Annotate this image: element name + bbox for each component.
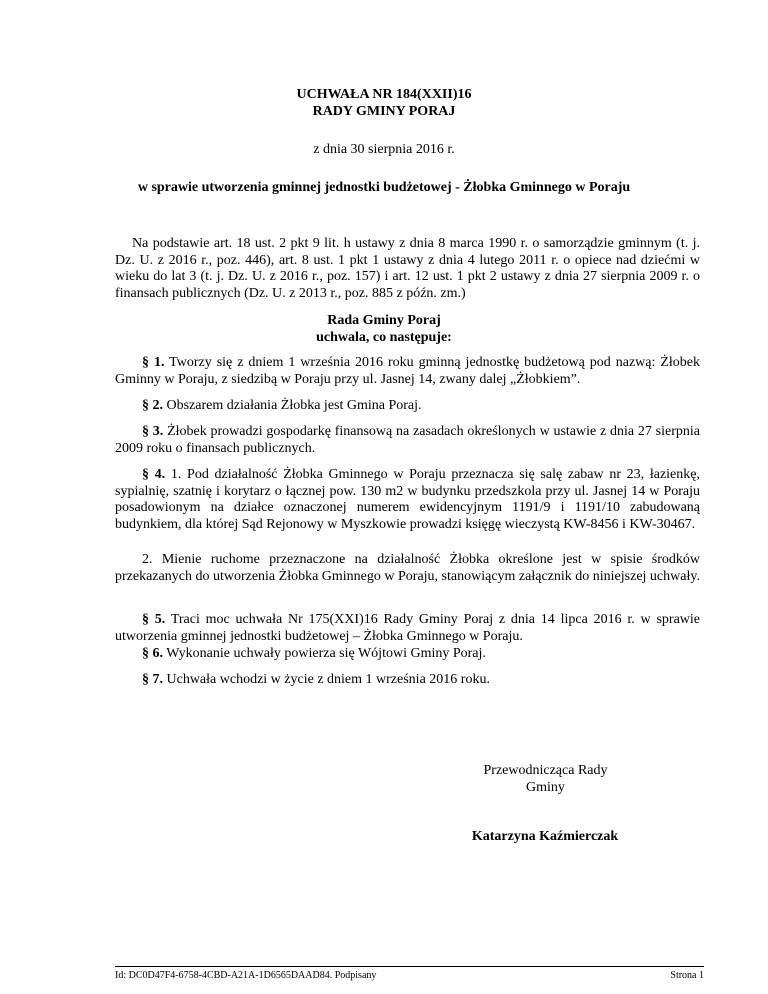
paragraph-5-label: § 5. bbox=[142, 612, 166, 627]
resolution-date: z dnia 30 sierpnia 2016 r. bbox=[313, 142, 455, 157]
paragraph-4-point-2 bbox=[115, 552, 700, 585]
paragraph-3 bbox=[115, 424, 700, 457]
paragraph-3-text: Żłobek prowadzi gospodarkę finansową na zasadach określonych w ustawie z dnia 27 sierpnia 2009 roku o finansach publicznych. bbox=[115, 424, 701, 456]
paragraph-4-point-2-text: 2. Mienie ruchome przeznaczone na działalność Żłobka określone jest w spisie środków przekazanych do utworzenia Żłobka Gminnego w Poraju, stanowiącym załącznik do niniejszej uchwały. bbox=[115, 552, 700, 584]
paragraph-5-text: Traci moc uchwała Nr 175(XXI)16 Rady Gminy Poraj z dnia 14 lipca 2016 r. w sprawie utworzenia gminnej jednostki budżetowej – Żłobka Gminnego w Poraju. bbox=[115, 612, 700, 644]
resolves-heading bbox=[0, 312, 768, 346]
paragraph-4-label: § 4. bbox=[142, 467, 166, 482]
signatory-title-line-2: Gminy bbox=[526, 780, 565, 795]
paragraph-6-text: Wykonanie uchwały powierza się Wójtowi Gminy Poraj. bbox=[163, 646, 486, 661]
signatory-title-line-1: Przewodnicząca Rady bbox=[483, 763, 608, 778]
resolution-title bbox=[0, 86, 768, 120]
footer-document-id: Id: DC0D47F4-6758-4CBD-A21A-1D6565DAAD84. Podpisany bbox=[115, 970, 377, 981]
paragraph-7-label: § 7. bbox=[142, 672, 163, 687]
paragraph-1-text: Tworzy się z dniem 1 września 2016 roku gminną jednostkę budżetową pod nazwą: Żłobek Gminny w Poraju, z siedzibą w Poraju przy ul. Jasnej 14, zwany dalej „Żłobkiem”. bbox=[115, 355, 700, 387]
legal-basis-preamble: Na podstawie art. 18 ust. 2 pkt 9 lit. h ustawy z dnia 8 marca 1990 r. o samorządzie gminnym (t. j. Dz. U. z 2016 r., poz. 446), art. 8 ust. 1 pkt 1 ustawy z dnia 4 lutego 2011 r. o opiece nad dziećmi w wieku do lat 3 (t. j. Dz. U. z 2016 r., poz. 157) i art. 12 ust. 1 pkt 2 ustawy z dnia 27 sierpnia 2009 r. o finansach publicznych (Dz. U. z 2013 r., poz. 885 z późn. zm.) bbox=[115, 236, 700, 302]
resolves-council: Rada Gminy Poraj bbox=[327, 313, 441, 328]
paragraph-2-label: § 2. bbox=[142, 398, 163, 413]
paragraph-7-text: Uchwała wchodzi w życie z dniem 1 września 2016 roku. bbox=[163, 672, 490, 687]
paragraph-1-label: § 1. bbox=[142, 355, 165, 370]
paragraph-6-label: § 6. bbox=[142, 646, 163, 661]
resolution-subject: w sprawie utworzenia gminnej jednostki budżetowej - Żłobka Gminnego w Poraju bbox=[137, 180, 631, 195]
resolution-number: UCHWAŁA NR 184(XXII)16 bbox=[296, 87, 472, 102]
footer-divider bbox=[115, 966, 704, 967]
paragraph-5 bbox=[115, 612, 700, 645]
resolves-intro: uchwala, co następuje: bbox=[316, 330, 452, 345]
paragraph-6 bbox=[115, 646, 700, 663]
paragraph-3-label: § 3. bbox=[142, 424, 164, 439]
signatory-name: Katarzyna Kaźmierczak bbox=[471, 829, 619, 844]
footer-page-number: Strona 1 bbox=[670, 970, 704, 981]
paragraph-1 bbox=[115, 355, 700, 388]
signatory-title bbox=[458, 762, 633, 796]
paragraph-4-point-1-text: 1. Pod działalność Żłobka Gminnego w Poraju przeznacza się salę zabaw nr 23, łazienkę, sypialnię, szatnię i korytarz o łącznej pow. 130 m2 w budynku przedszkola przy ul. Jasnej 14 w Poraju posadowionym na działce oznaczonej numerem ewidencyjnym 1191/9 i 1191/10 zabudowaną budynkiem, dla której Sąd Rejonowy w Myszkowie prowadzi księgę wieczystą KW-8456 i KW-30467. bbox=[115, 467, 700, 533]
paragraph-2-text: Obszarem działania Żłobka jest Gmina Poraj. bbox=[163, 398, 422, 413]
paragraph-2 bbox=[115, 398, 700, 415]
paragraph-7 bbox=[115, 672, 700, 689]
paragraph-4-point-1 bbox=[115, 467, 700, 534]
council-name: RADY GMINY PORAJ bbox=[312, 104, 456, 119]
